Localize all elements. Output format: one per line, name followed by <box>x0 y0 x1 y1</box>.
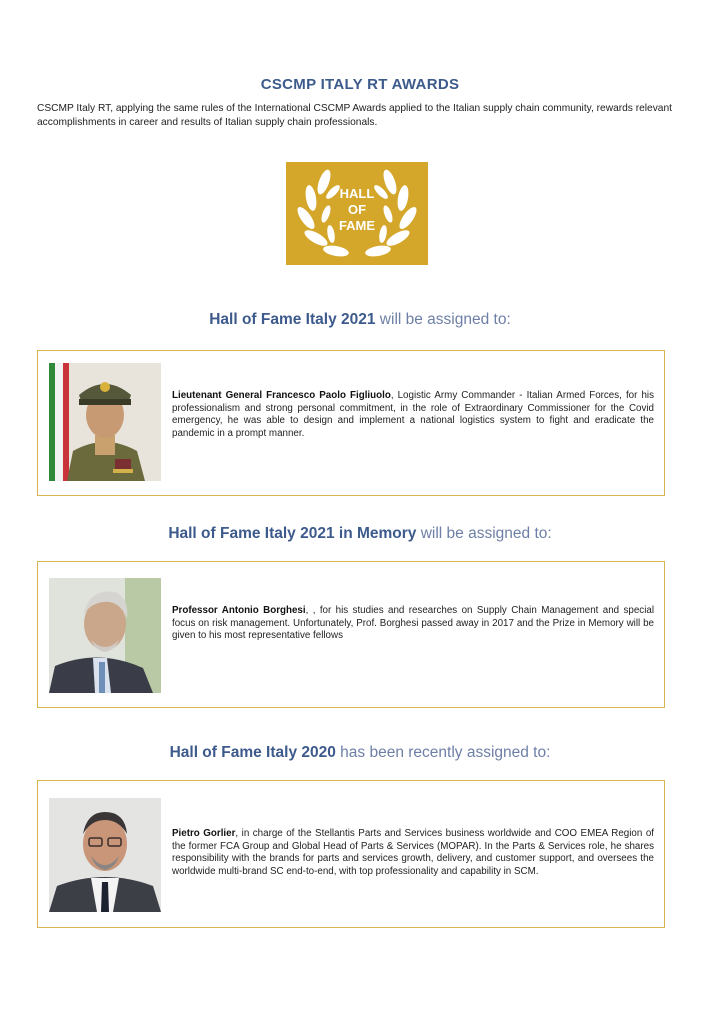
awardee-card-gorlier <box>37 780 665 928</box>
awardee-photo <box>49 363 161 481</box>
section-heading-2021 <box>0 311 720 329</box>
logo-line-1: HALL <box>339 186 375 201</box>
logo-line-2: OF <box>347 202 367 217</box>
section-heading-rest: will be assigned to: <box>375 311 511 328</box>
awardee-card-borghesi <box>37 561 665 708</box>
laurel-wreath-icon <box>286 162 428 265</box>
hall-of-fame-logo <box>286 162 428 265</box>
section-heading-bold: Hall of Fame Italy 2021 <box>209 311 376 328</box>
person-portrait-icon <box>49 363 161 481</box>
awardee-photo <box>49 578 161 696</box>
awardee-name: Professor Antonio Borghesi <box>172 605 306 616</box>
logo-line-3: FAME <box>338 218 376 233</box>
section-heading-rest: has been recently assigned to: <box>335 744 551 761</box>
awardee-photo <box>49 798 161 916</box>
person-portrait-icon <box>49 798 161 912</box>
awardee-text: , Logistic Army Commander - Italian Armed Forces, for his professionalism and strong personal commitment, in the role of Extraordinary Commissioner for the Covid emergency, he was able to design and implement a national logistics system to fight and eradicate the pandemic in a prompt manner. <box>172 390 654 439</box>
page-title: CSCMP ITALY RT AWARDS <box>260 76 460 93</box>
section-heading-2020 <box>0 744 720 762</box>
intro-paragraph: CSCMP Italy RT, applying the same rules of the International CSCMP Awards applied to the Italian supply chain community, rewards relevant accomplishments in career and results of Italian supply chain professionals. <box>37 103 672 128</box>
awardee-description <box>172 390 654 440</box>
section-heading-2021-memory <box>0 525 720 543</box>
awardee-card-figliuolo <box>37 350 665 496</box>
awardee-description <box>172 828 654 878</box>
awardee-text: , in charge of the Stellantis Parts and Services business worldwide and COO EMEA Region of the former FCA Group and Global Head of Parts & Services (MOPAR). In the Parts & Services role, he shares responsibility with the brands for parts and services growth, delivery, and customer support, and oversees the worldwide multi-brand SC end-to-end, with top professionality and capability in SCM. <box>172 828 655 877</box>
awardee-text: , , for his studies and researches on Supply Chain Management and special focus on risk management. Unfortunately, Prof. Borghesi passed away in 2017 and the Prize in Memory will be given to his most representative fellows <box>172 605 654 642</box>
awardee-name: Lieutenant General Francesco Paolo Figliuolo <box>172 390 391 401</box>
awardee-description <box>172 605 654 643</box>
section-heading-bold: Hall of Fame Italy 2021 in Memory <box>168 525 417 542</box>
section-heading-rest: will be assigned to: <box>416 525 552 542</box>
person-portrait-icon <box>49 578 161 693</box>
awardee-name: Pietro Gorlier <box>172 828 236 839</box>
section-heading-bold: Hall of Fame Italy 2020 <box>169 744 336 761</box>
